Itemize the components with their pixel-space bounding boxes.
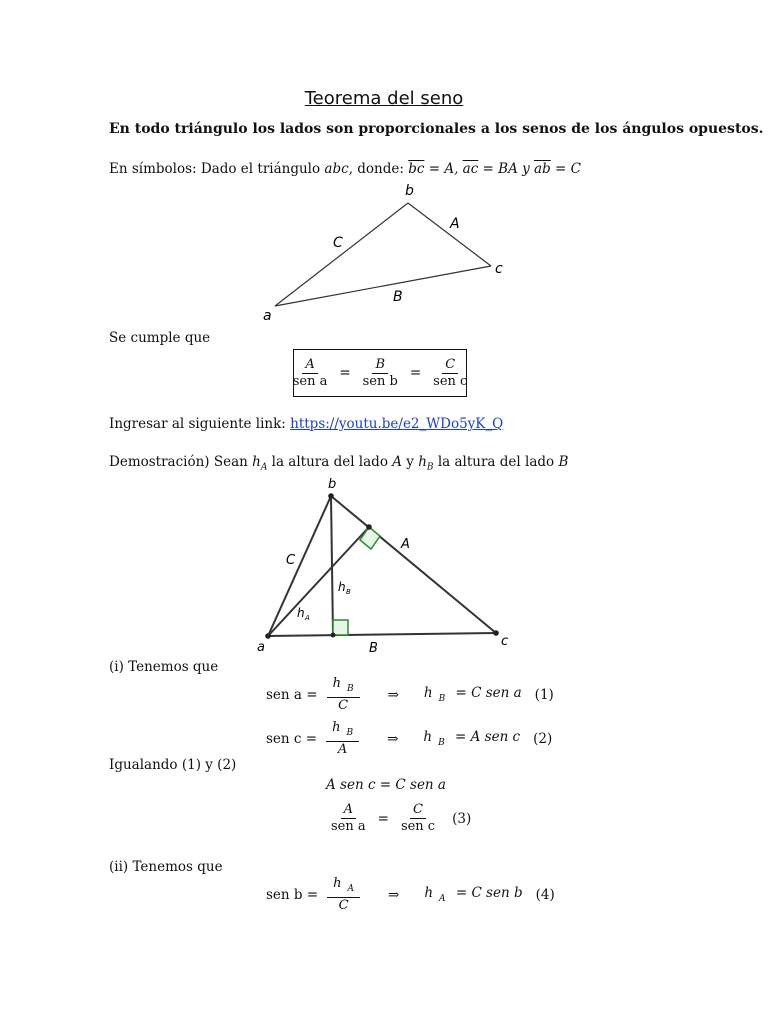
law-num-c: C <box>442 357 458 374</box>
demo-side-a: A <box>392 454 402 470</box>
fig2-hb-sub: B <box>346 588 351 596</box>
vertex-b-dot <box>328 493 334 499</box>
eq3-den-1: sen a <box>331 819 366 834</box>
eq3-den-2: sen c <box>400 819 436 834</box>
law-of-sines-box <box>293 349 467 397</box>
demo-text-2: la altura del lado <box>267 454 393 470</box>
side-b-line <box>275 266 491 306</box>
demo-ha-sub: A <box>260 462 268 473</box>
page-title: Teorema del seno <box>304 88 464 109</box>
fig2-side-b-label: B <box>369 641 378 656</box>
foot-ha-dot <box>366 524 372 530</box>
law-den-a: sen a <box>292 373 328 389</box>
eq1-den: C <box>338 697 349 713</box>
eq1-tag: (1) <box>534 686 554 703</box>
youtube-link[interactable]: https://youtu.be/e2_WDo5yK_Q <box>290 416 504 432</box>
part-i-text: (i) Tenemos que <box>109 659 219 675</box>
triangle-name: abc <box>324 161 349 177</box>
demo-ha: h <box>252 454 261 470</box>
altitude-ha <box>268 527 369 636</box>
vertex-c-label: c <box>495 261 503 277</box>
side-c-line <box>275 203 408 306</box>
eq4-tag: (4) <box>535 886 555 903</box>
eq2-tag: (2) <box>533 730 553 747</box>
vertex-b-label: b <box>405 183 414 199</box>
fig2-side-c-label: C <box>286 553 296 568</box>
eq-a: = A, <box>424 161 463 177</box>
fig2-hb-label: h <box>338 580 346 594</box>
fig2-ha-label: h <box>297 606 305 620</box>
eq4-implies: ⇒ <box>388 886 400 903</box>
demo-text-3: y <box>402 454 419 470</box>
eq2-rhs: h <box>423 729 433 746</box>
demo-text-1: Demostración) Sean <box>109 454 253 470</box>
equation-2 <box>263 720 555 758</box>
equation-4 <box>263 876 558 914</box>
side-a-label: A <box>450 216 460 232</box>
igualando-text: Igualando (1) y (2) <box>109 757 237 773</box>
demo-text-4: la altura del lado <box>433 454 559 470</box>
eq3-equals: = <box>377 810 389 827</box>
eq1-num: h <box>332 676 341 691</box>
segment-ab: $\overline{ab}$ <box>534 161 551 177</box>
link-label: Ingresar al siguiente link: <box>109 416 291 432</box>
segment-ac: $\overline{ac}$ <box>462 161 479 177</box>
demo-hb-sub: B <box>426 462 434 473</box>
theorem-statement: En todo triángulo los lados son proporcionales a los senos de los ángulos opuestos. <box>109 121 764 137</box>
eq3-tag: (3) <box>452 810 472 827</box>
eq2-lhs: sen c = <box>266 730 318 747</box>
eq2-rhs-sub: B <box>438 738 445 749</box>
right-angle-marker-b <box>333 620 348 635</box>
demo-side-b: B <box>558 454 569 470</box>
fig2-side-b <box>268 633 496 636</box>
equation-3 <box>322 802 474 835</box>
eq4-rhs-sub: A <box>439 894 446 905</box>
part-ii-text: (ii) Tenemos que <box>109 859 223 875</box>
eq1-num-sub: B <box>346 683 354 694</box>
eq1-rhs2: = C sen a <box>451 685 522 702</box>
vertex-a-label: a <box>263 308 272 324</box>
fig2-vertex-b: b <box>328 477 337 492</box>
eq2-implies: ⇒ <box>387 730 399 747</box>
equation-1 <box>263 676 557 714</box>
eq3-num-1: A <box>341 802 356 819</box>
side-b-label: B <box>393 289 403 305</box>
fig2-vertex-a: a <box>257 640 265 655</box>
eq4-lhs: sen b = <box>266 886 319 903</box>
right-angle-marker-a <box>360 527 380 549</box>
symbols-mid: , donde: <box>348 161 409 177</box>
eq3-num-2: C <box>410 802 426 819</box>
symbols-line <box>109 161 581 177</box>
segment-bc: $\overline{bc}$ <box>408 161 425 177</box>
triangle-figure-1 <box>255 180 515 325</box>
eq-ba: = BA y <box>478 161 535 177</box>
eq1-rhs: h <box>423 685 433 702</box>
symbols-prefix: En símbolos: Dado el triángulo <box>109 161 325 177</box>
fig2-side-a <box>331 496 496 633</box>
foot-hb-dot <box>331 633 336 638</box>
law-num-a: A <box>302 357 317 374</box>
eq2-num: h <box>332 720 341 735</box>
eq-c: = C <box>550 161 581 177</box>
law-equals-1: = <box>339 365 351 381</box>
fig2-side-a-label: A <box>401 537 410 552</box>
side-c-label: C <box>333 235 343 251</box>
eq4-num: h <box>333 876 342 891</box>
eq4-num-sub: A <box>347 883 355 894</box>
eq4-den: C <box>338 897 349 913</box>
eq2-num-sub: B <box>346 727 354 738</box>
eq1-lhs: sen a = <box>266 686 318 703</box>
demo-line <box>109 454 568 473</box>
law-den-c: sen c <box>433 373 468 389</box>
eq2-rhs2: = A sen c <box>450 729 521 746</box>
fig2-ha-sub: A <box>305 614 310 622</box>
vertex-a-dot <box>265 633 271 639</box>
fig2-vertex-c: c <box>501 634 509 649</box>
link-line <box>109 416 503 432</box>
se-cumple-text: Se cumple que <box>109 330 211 346</box>
eq4-rhs: h <box>424 885 434 902</box>
triangle-figure-2 <box>250 474 520 659</box>
law-num-b: B <box>372 357 388 374</box>
eq1-rhs-sub: B <box>438 694 446 705</box>
side-a-line <box>408 203 491 266</box>
eq1-implies: ⇒ <box>387 686 399 703</box>
equality-line: A sen c = C sen a <box>326 777 446 793</box>
eq2-den: A <box>337 741 348 757</box>
demo-hb: h <box>418 454 427 470</box>
vertex-c-dot <box>493 630 499 636</box>
eq4-rhs2: = C sen b <box>451 885 523 902</box>
law-den-b: sen b <box>362 373 398 389</box>
law-equals-2: = <box>409 365 422 381</box>
